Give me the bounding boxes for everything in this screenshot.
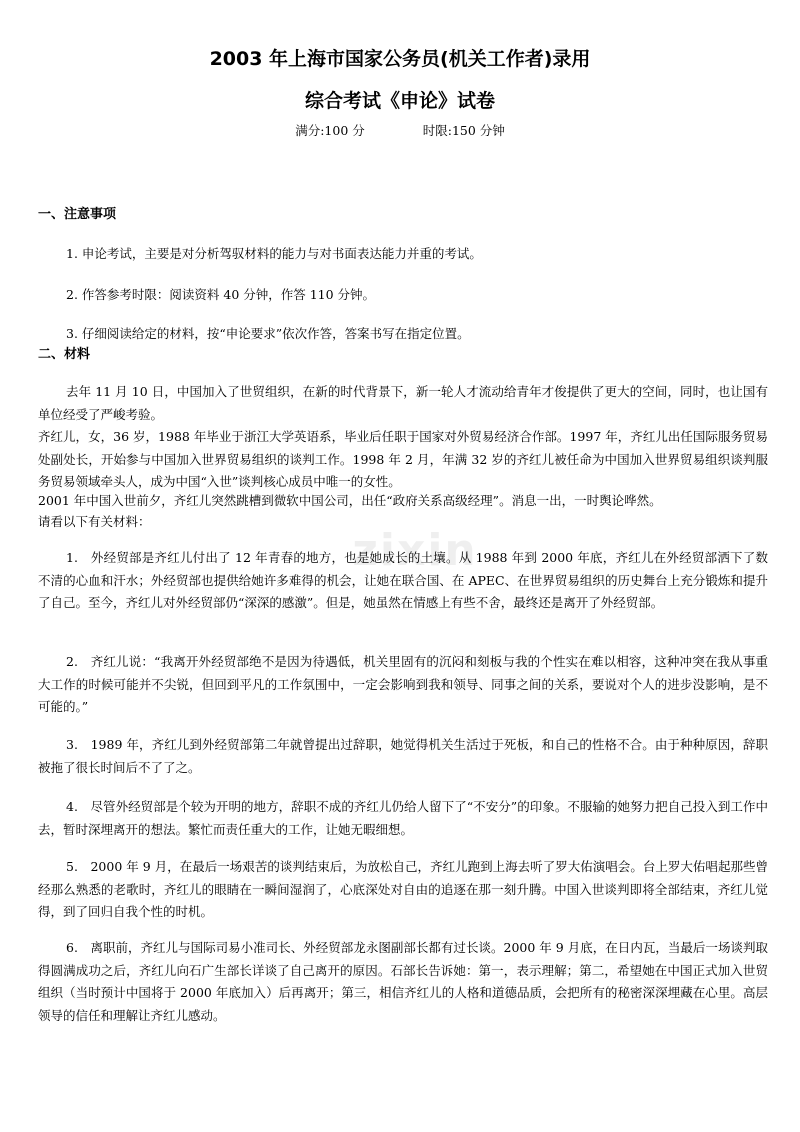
section2-heading: 二、材料 <box>38 347 91 362</box>
material-bio: 齐红儿，女，36 岁，1988 年毕业于浙江大学英语系，毕业后任职于国家对外贸易经济合作部。1997 年，齐红儿出任国际服务贸易处副处长，开始参与中国加入世界贸易组织的谈判工作。1998 年 2 月，年满 32 岁的齐红儿被任命为中国加入世界贸易组织谈判服务贸易领域牵头人，成为中国“入世”谈判核心成员中唯一的女性。 <box>38 429 768 489</box>
section1-heading: 一、注意事项 <box>38 207 117 222</box>
material-item-5: 5. 2000 年 9 月，在最后一场艰苦的谈判结束后，为放松自己，齐红儿跑到上海去听了罗大佑演唱会。台上罗大佑唱起那些曾经那么熟悉的老歌时，齐红儿的眼睛在一瞬间湿润了，心底深处对自由的追逐在那一刻升腾。中国入世谈判即将全部结束，齐红儿觉得，到了回归自我个性的时机。 <box>38 859 768 919</box>
material-item-1: 1. 外经贸部是齐红儿付出了 12 年青春的地方，也是她成长的土壤。从 1988 年到 2000 年底，齐红儿在外经贸部洒下了数不清的心血和汗水；外经贸部也提供给她许多难得的机会，让她在联合国、在 APEC、在世界贸易组织的历史舞台上充分锻炼和提升了自己。至今，齐红儿对外经贸部仍“深深的感激”。但是，她虽然在情感上有些不舍，最终还是离开了外经贸部。 <box>38 550 768 610</box>
material-item-3: 3. 1989 年，齐红儿到外经贸部第二年就曾提出过辞职，她觉得机关生活过于死板，和自己的性格不合。由于种种原因，辞职被拖了很长时间后不了了之。 <box>38 737 768 775</box>
material-item-2: 2. 齐红儿说：“我离开外经贸部绝不是因为待遇低，机关里固有的沉闷和刻板与我的个性实在难以相容，这种冲突在我从事重大工作的时候可能并不尖锐，但回到平凡的工作氛围中，一定会影响到我和领导、同事之间的关系，要说对个人的进步没影响，是不可能的。” <box>38 654 768 714</box>
exam-title-line2: 综合考试《申论》试卷 <box>304 90 495 112</box>
material-item-6: 6. 离职前，齐红儿与国际司易小准司长、外经贸部龙永图副部长都有过长谈。2000 年 9 月底，在日内瓦，当最后一场谈判取得圆满成功之后，齐红儿向石广生部长详谈了自己离开的原因。石部长告诉她：第一，表示理解；第二，希望她在中国正式加入世贸组织（当时预计中国将于 2000 年底加入）后再离开；第三，相信齐红儿的人格和道德品质，会把所有的秘密深深埋藏在心里。高层领导的信任和理解让齐红儿感动。 <box>38 940 768 1023</box>
exam-title-line1: 2003 年上海市国家公务员(机关工作者)录用 <box>209 48 591 70</box>
note-item: 1. 申论考试，主要是对分析驾驭材料的能力与对书面表达能力并重的考试。 <box>66 246 482 261</box>
full-score: 满分:100 分 <box>295 123 365 138</box>
exam-meta <box>0 122 800 140</box>
watermark: zixin <box>352 525 478 576</box>
note-item: 2. 作答参考时限：阅读资料 40 分钟，作答 110 分钟。 <box>66 287 376 302</box>
material-item-4: 4. 尽管外经贸部是个较为开明的地方，辞职不成的齐红儿仍给人留下了“不安分”的印象。不服输的她努力把自己投入到工作中去，暂时深埋离开的想法。繁忙而责任重大的工作，让她无暇细想。 <box>38 799 768 837</box>
material-event: 2001 年中国入世前夕，齐红儿突然跳槽到微软中国公司，出任“政府关系高级经理”。消息一出，一时舆论哗然。 <box>38 493 662 508</box>
note-item: 3. 仔细阅读给定的材料，按“申论要求”依次作答，答案书写在指定位置。 <box>66 326 470 341</box>
material-intro: 去年 11 月 10 日，中国加入了世贸组织，在新的时代背景下，新一轮人才流动给青年才俊提供了更大的空间，同时，也让国有单位经受了严峻考验。 <box>38 384 768 422</box>
time-limit: 时限:150 分钟 <box>422 123 505 138</box>
material-lead: 请看以下有关材料： <box>38 514 151 529</box>
